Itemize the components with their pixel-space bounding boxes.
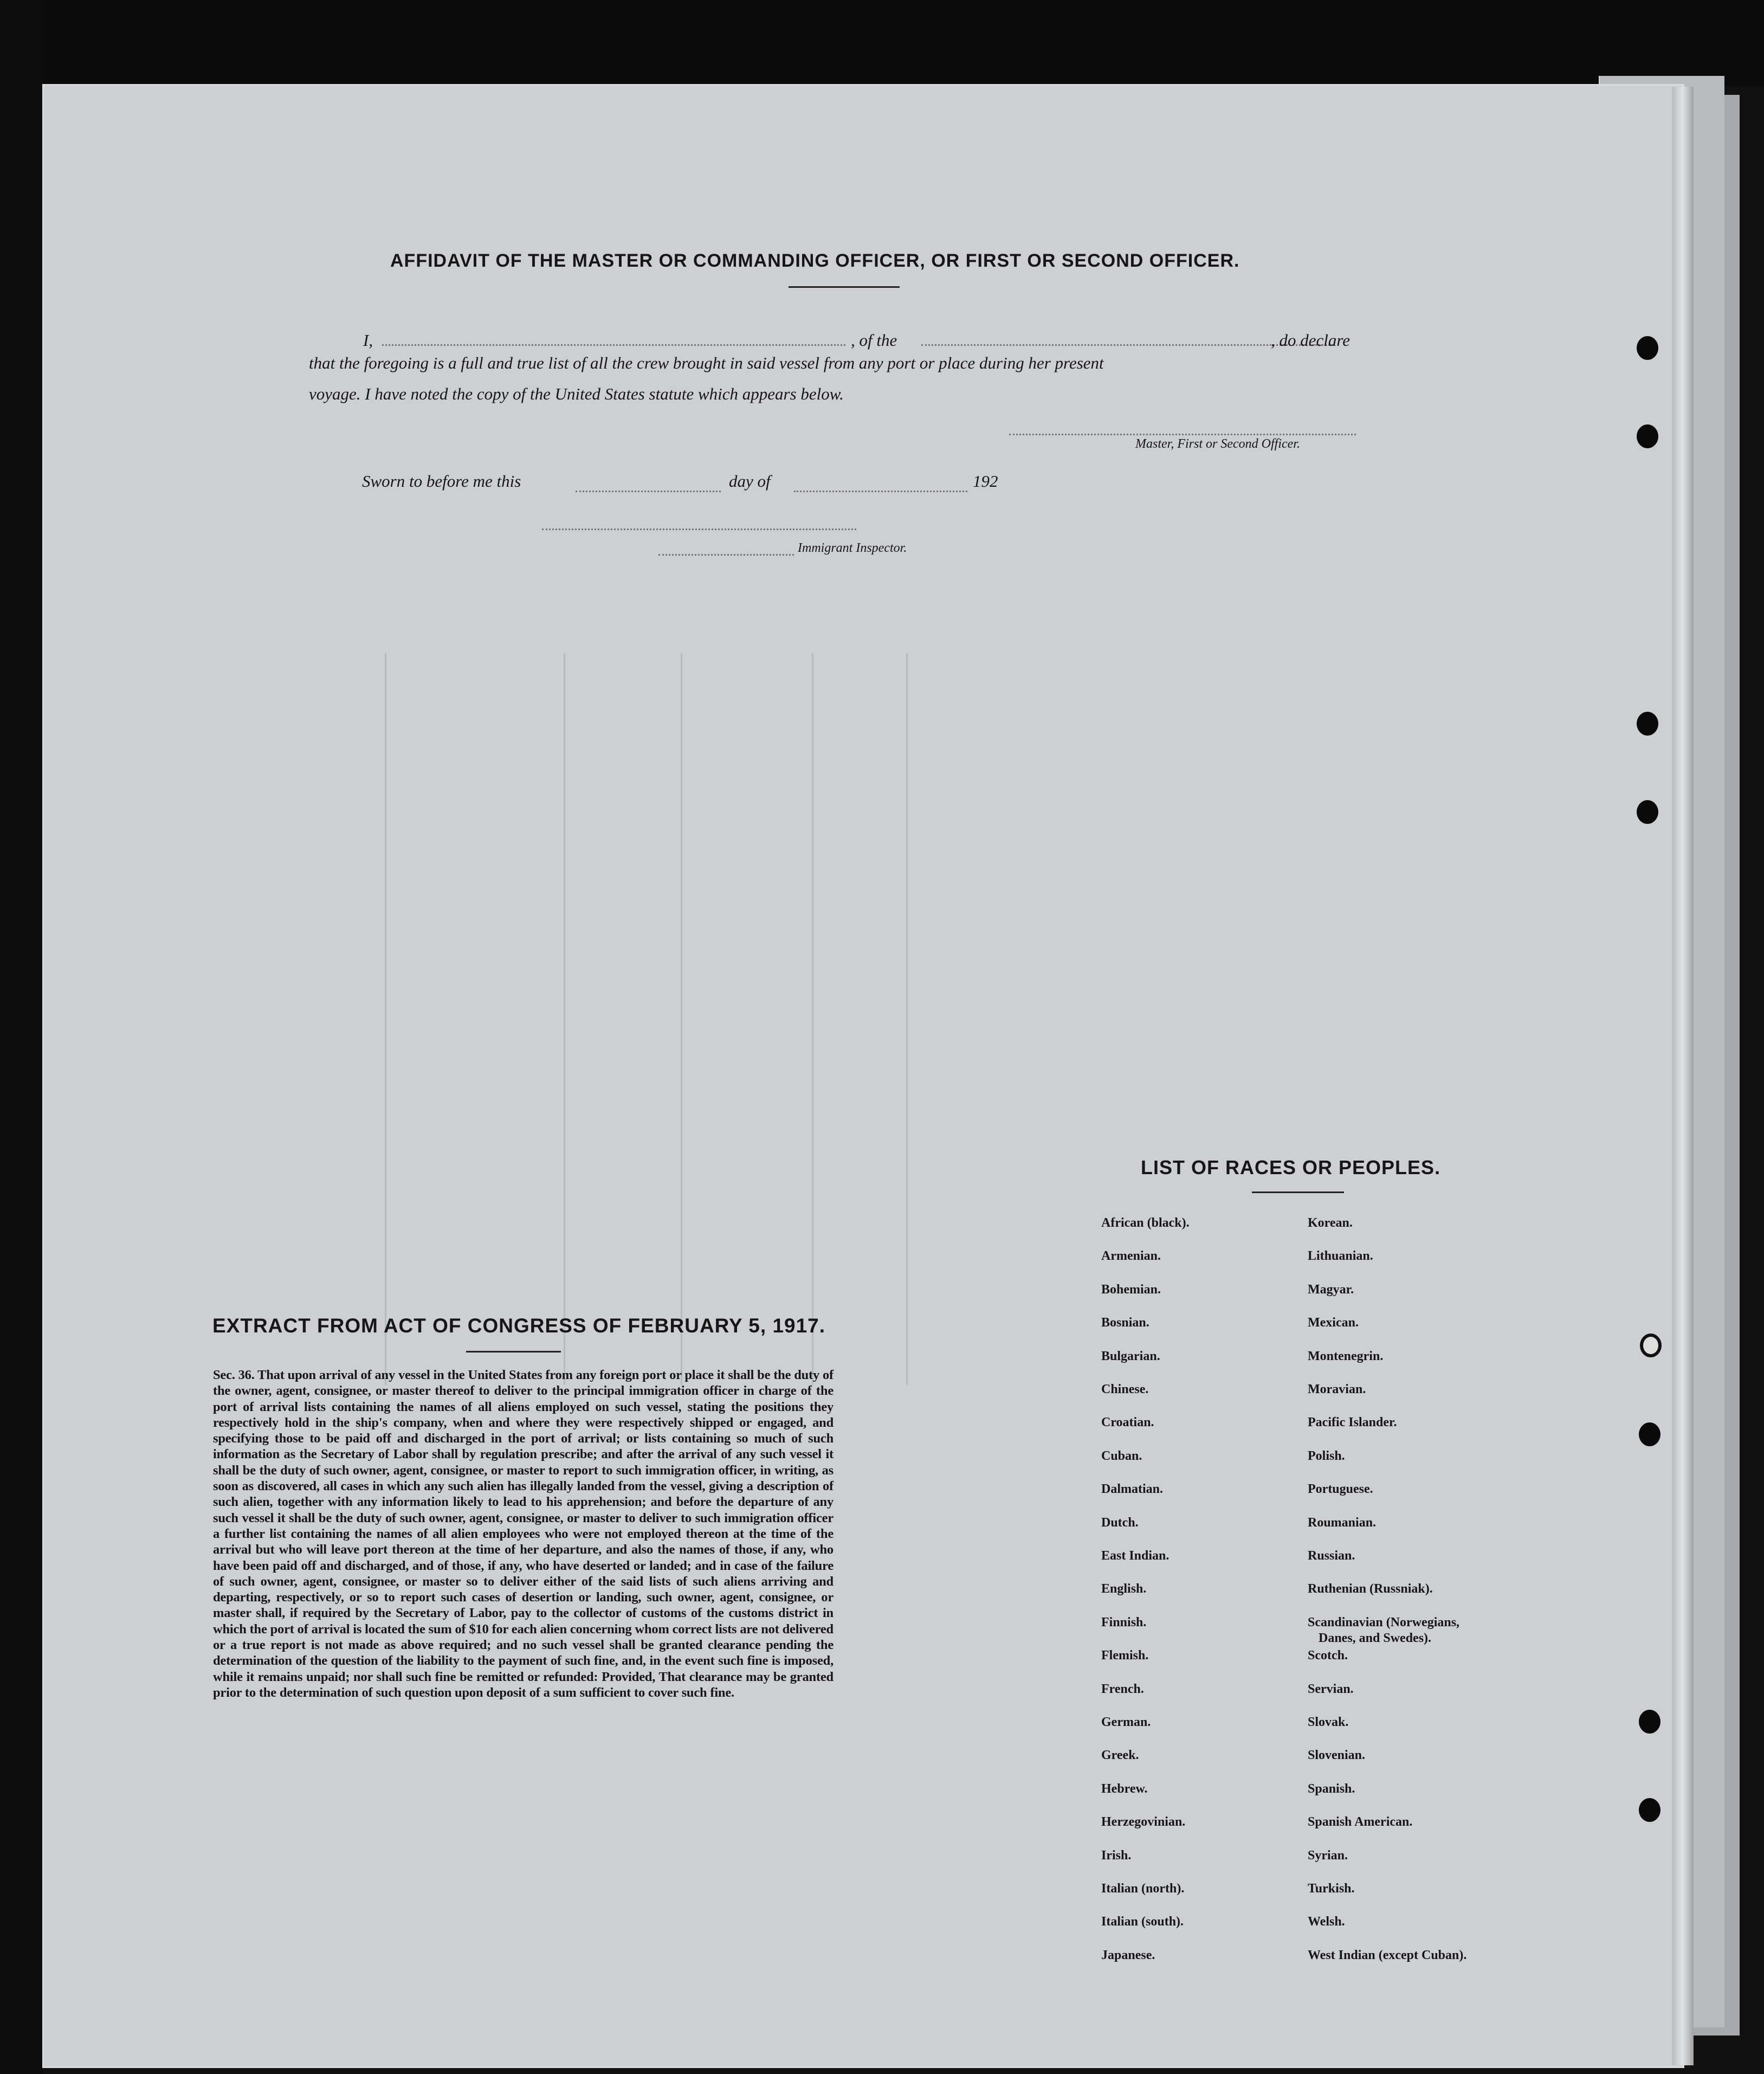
race-item: Bosnian.	[1101, 1316, 1149, 1330]
show-through-rule	[906, 653, 908, 1385]
race-item: Turkish.	[1308, 1882, 1355, 1896]
race-item: Dalmatian.	[1101, 1482, 1163, 1497]
races-title-underline	[1252, 1191, 1344, 1193]
show-through-rule	[564, 653, 565, 1385]
race-item: English.	[1101, 1582, 1147, 1596]
race-item: Japanese.	[1101, 1948, 1155, 1962]
race-item: Cuban.	[1101, 1448, 1142, 1463]
race-item: Servian.	[1308, 1682, 1354, 1696]
race-item: German.	[1101, 1715, 1151, 1729]
race-item: Mexican.	[1308, 1316, 1359, 1330]
race-item: Syrian.	[1308, 1848, 1348, 1863]
year-label: 192	[973, 472, 998, 491]
race-item: Irish.	[1101, 1848, 1132, 1863]
race-item: Italian (south).	[1101, 1915, 1184, 1929]
document-page	[42, 84, 1684, 2068]
race-item: Herzegovinian.	[1101, 1815, 1186, 1830]
show-through-rule	[385, 653, 386, 1385]
race-item: Ruthenian (Russniak).	[1308, 1582, 1433, 1596]
race-item: Portuguese.	[1308, 1482, 1373, 1497]
race-item: Slovak.	[1308, 1715, 1349, 1729]
race-item: Danes, and Swedes).	[1319, 1631, 1432, 1645]
race-item: Dutch.	[1101, 1515, 1139, 1530]
sworn-month-blank[interactable]	[794, 491, 967, 492]
declaration-line-2: that the foregoing is a full and true list of all the crew brought in said vessel from any port or place during her present	[309, 353, 1104, 372]
race-item: Montenegrin.	[1308, 1349, 1384, 1363]
show-through-rule	[812, 653, 813, 1385]
race-item: Moravian.	[1308, 1382, 1366, 1396]
race-item: Spanish American.	[1308, 1815, 1413, 1830]
declaration-declare: , do declare	[1271, 331, 1351, 350]
inspector-signature-line-2[interactable]	[658, 554, 794, 556]
race-item: Greek.	[1101, 1748, 1139, 1763]
scan-left-border	[0, 0, 43, 2074]
inspector-signature-line[interactable]	[542, 529, 856, 530]
inspector-label: Immigrant Inspector.	[798, 541, 907, 555]
race-item: Scotch.	[1308, 1648, 1348, 1663]
extract-title: EXTRACT FROM ACT OF CONGRESS OF FEBRUARY 5, 1917.	[212, 1315, 826, 1337]
race-item: Korean.	[1308, 1216, 1353, 1230]
sworn-day-blank[interactable]	[576, 491, 721, 492]
day-of-label: day of	[729, 472, 771, 491]
page-edge	[1672, 87, 1694, 2065]
extract-title-underline	[466, 1351, 561, 1352]
race-item: Welsh.	[1308, 1915, 1345, 1929]
scan-top-border	[0, 0, 1764, 87]
race-item: Bohemian.	[1101, 1282, 1161, 1297]
title-underline	[789, 286, 900, 288]
race-item: West Indian (except Cuban).	[1308, 1948, 1467, 1962]
race-item: Chinese.	[1101, 1382, 1149, 1396]
punch-hole	[1637, 800, 1658, 824]
race-item: Roumanian.	[1308, 1515, 1377, 1530]
punch-hole-reinforced	[1640, 1334, 1662, 1357]
punch-hole	[1639, 1422, 1660, 1446]
punch-hole	[1639, 1710, 1660, 1734]
race-item: Lithuanian.	[1308, 1249, 1373, 1264]
sworn-label: Sworn to before me this	[362, 472, 521, 491]
race-item: Armenian.	[1101, 1249, 1161, 1264]
master-signature-line[interactable]	[1009, 434, 1356, 435]
race-item: Finnish.	[1101, 1615, 1147, 1629]
race-item: Bulgarian.	[1101, 1349, 1160, 1363]
race-item: Italian (north).	[1101, 1882, 1185, 1896]
declaration-of-the: , of the	[851, 331, 897, 350]
race-item: Magyar.	[1308, 1282, 1354, 1297]
race-item: Slovenian.	[1308, 1748, 1366, 1763]
race-item: French.	[1101, 1682, 1144, 1696]
race-item: Scandinavian (Norwegians,	[1308, 1615, 1460, 1629]
race-item: Polish.	[1308, 1448, 1345, 1463]
affidavit-title: AFFIDAVIT OF THE MASTER OR COMMANDING OFFICER, OR FIRST OR SECOND OFFICER.	[390, 250, 1240, 271]
race-item: Hebrew.	[1101, 1781, 1148, 1796]
race-item: Spanish.	[1308, 1781, 1355, 1796]
race-item: Pacific Islander.	[1308, 1415, 1397, 1430]
race-item: Russian.	[1308, 1549, 1355, 1563]
declaration-i: I,	[363, 331, 373, 350]
show-through-rule	[681, 653, 682, 1385]
punch-hole	[1639, 1798, 1660, 1822]
race-item: Flemish.	[1101, 1648, 1149, 1663]
name-blank[interactable]	[382, 344, 845, 346]
punch-hole	[1637, 712, 1658, 736]
master-signature-label: Master, First or Second Officer.	[1135, 437, 1300, 451]
race-item: Croatian.	[1101, 1415, 1154, 1430]
races-title: LIST OF RACES OR PEOPLES.	[1141, 1156, 1441, 1178]
extract-body: Sec. 36. That upon arrival of any vessel in the United States from any foreign port or place it shall be the duty of the owner, agent, consignee, or master thereof to deliver to the principal immigration officer in charge of the port of arrival lists containing the names of all aliens employed on such vessel, stating the positions they respectively hold in the ship's company, when and where they were respectively shipped or engaged, and specifying those to be paid off and discharged in the port of arrival; or lists containing so much of such information as the Secretary of Labor shall by regulation prescribe; and after the arrival of any such vessel it shall be the duty of such owner, agent, consignee, or master to report to such immigration officer, in writing, as soon as discovered, all cases in which any such alien has illegally landed from the vessel, giving a description of such alien, together with any information likely to lead to his apprehension; and before the departure of any such vessel it shall be the duty of such owner, agent, consignee, or master to deliver to such immigration officer a further list containing the names of all alien employees who were not employed thereon at the time of the arrival but who will leave port thereon at the time of her departure, and also the names of those, if any, who have been paid off and discharged, and of those, if any, who have deserted or landed; and in case of the failure of such owner, agent, consignee, or master so to deliver either of the said lists of such aliens arriving and departing, respectively, or so to report such cases of desertion or landing, such owner, agent, consignee, or master shall, if required by the Secretary of Labor, pay to the collector of customs of the customs district in which the port of arrival is located the sum of $10 for each alien concerning whom correct lists are not delivered or a true report is not made as above required; and no such vessel shall be granted clearance pending the determination of the question of the liability to the payment of such fine, and, in the event such fine is imposed, while it remains unpaid; nor shall such fine be remitted or refunded: Provided, That clearance may be granted prior to the determination of such question upon deposit of a sum sufficient to cover such fine.	[213, 1368, 833, 1700]
race-item: African (black).	[1101, 1216, 1190, 1230]
punch-hole	[1637, 424, 1658, 448]
race-item: East Indian.	[1101, 1549, 1169, 1563]
punch-hole	[1637, 336, 1658, 360]
declaration-line-3: voyage. I have noted the copy of the United States statute which appears below.	[309, 384, 844, 403]
